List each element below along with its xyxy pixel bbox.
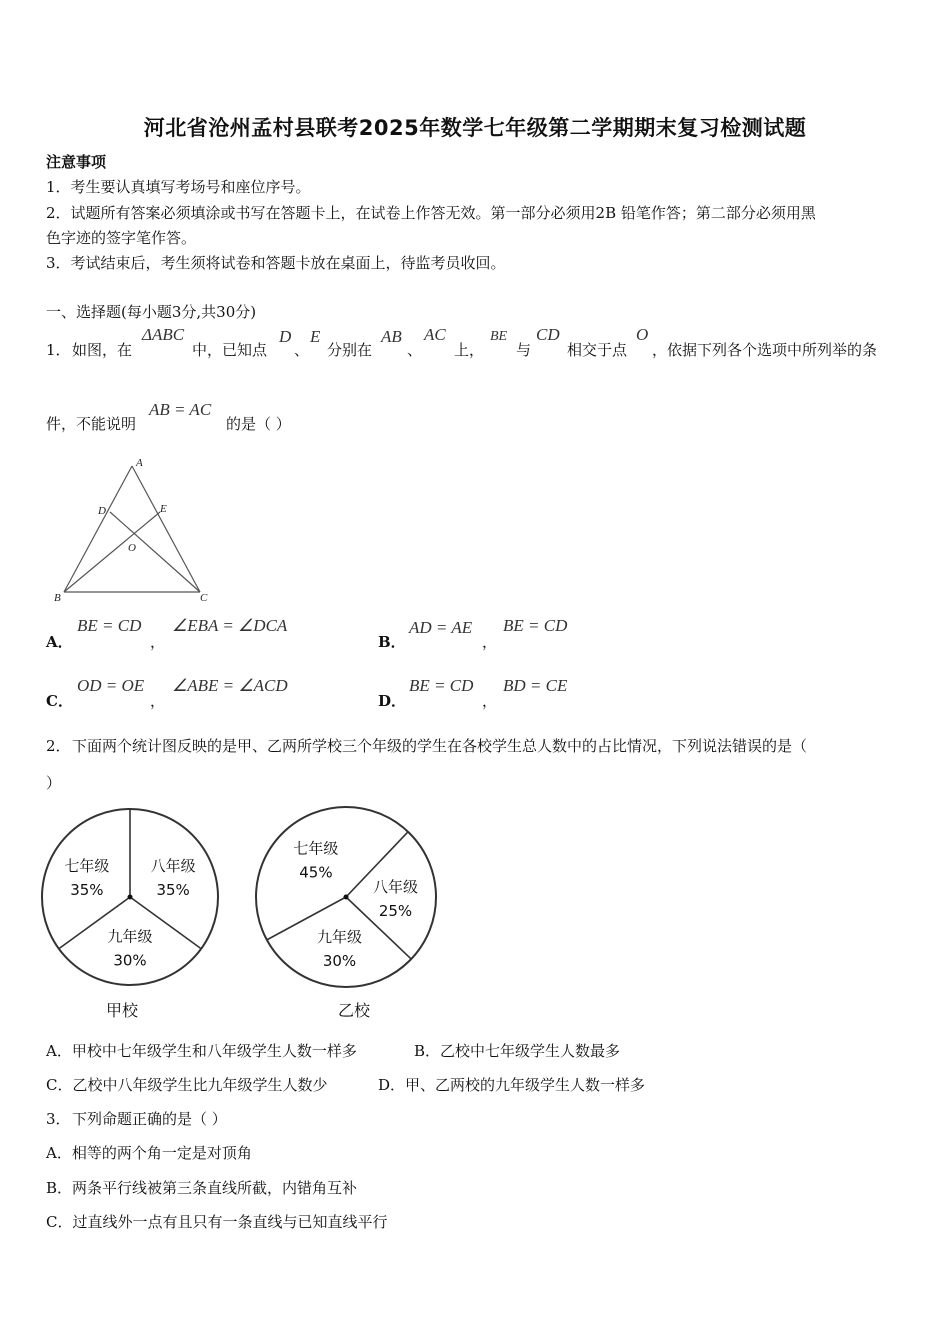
slice-label-grade8: 八年级 (372, 877, 418, 896)
question-text: 中，已知点 (192, 341, 268, 359)
pie-center (128, 895, 133, 900)
option-a: A．相等的两个角一定是对顶角 (46, 1144, 252, 1162)
option-c: C．乙校中八年级学生比九年级学生人数少 (46, 1076, 328, 1094)
triangle-figure (50, 452, 220, 607)
notice-heading: 注意事项 (46, 153, 107, 171)
math-expr: D (279, 327, 292, 346)
page-title: 河北省沧州孟村县联考2025年数学七年级第二学期期末复习检测试题 (143, 116, 807, 140)
option-separator: ， (482, 633, 498, 651)
vertex-label-b: B (54, 592, 61, 604)
question-text: 与 (516, 341, 532, 359)
math-expr: BE (490, 329, 508, 344)
vertex-label-a: A (136, 457, 143, 469)
math-expr: ΔABC (142, 325, 185, 344)
math-expr: BE = CD (409, 676, 474, 695)
math-expr: AD = AE (409, 618, 473, 637)
option-a-label: A． (46, 633, 73, 651)
pie-charts (40, 800, 460, 1030)
notice-item: 3．考试结束后，考生须将试卷和答题卡放在桌面上，待监考员收回。 (46, 254, 506, 272)
slice-label-grade8: 八年级 (150, 857, 196, 876)
math-expr: AC (424, 325, 446, 344)
math-expr: AB = AC (149, 400, 212, 419)
question-number: 2． (46, 737, 71, 755)
slice-label-grade8-value: 35% (156, 881, 190, 900)
vertex-label-c: C (200, 592, 208, 604)
notice-item: 2．试题所有答案必须填涂或书写在答题卡上，在试卷上作答无效。第一部分必须用2B 铅笔作答；第二部分必须用黑 (46, 204, 816, 222)
vertex-label-o: O (128, 542, 136, 554)
option-separator: ， (150, 692, 166, 710)
math-expr: ∠EBA = ∠DCA (172, 616, 288, 635)
question-number: 3． (46, 1110, 71, 1128)
option-separator: ， (482, 692, 498, 710)
option-a: A．甲校中七年级学生和八年级学生人数一样多 (46, 1042, 357, 1060)
question-text: 、 (407, 341, 423, 359)
slice-label-grade7: 七年级 (293, 839, 339, 858)
question-text: 下列命题正确的是（ ） (72, 1110, 227, 1128)
pie-chart-yi (256, 807, 436, 987)
pie-title-yi: 乙校 (337, 1001, 371, 1020)
notice-item: 色字迹的签字笔作答。 (46, 229, 197, 247)
section-heading: 一、选择题(每小题3分,共30分) (46, 303, 257, 321)
question-text: 件，不能说明 (46, 415, 137, 433)
question-text: 的是（ ） (226, 415, 291, 433)
pie-center (344, 895, 349, 900)
vertex-label-e: E (160, 503, 167, 515)
slice-label-grade8-value: 25% (378, 901, 413, 920)
side-ac (132, 466, 200, 592)
question-text: ） (46, 774, 62, 792)
question-text: 、 (294, 341, 310, 359)
segment-cd (110, 512, 200, 592)
option-d: D．甲、乙两校的九年级学生人数一样多 (378, 1076, 646, 1094)
math-expr: E (310, 327, 321, 346)
question-text: 分别在 (327, 341, 373, 359)
slice-label-grade9-value: 30% (113, 951, 147, 970)
math-expr: AB (381, 327, 402, 346)
slice-label-grade9: 九年级 (107, 927, 153, 946)
option-d-label: D． (378, 692, 407, 710)
math-expr: ∠ABE = ∠ACD (172, 676, 288, 695)
option-c-label: C． (46, 692, 73, 710)
option-separator: ， (150, 633, 166, 651)
slice-label-grade7: 七年级 (64, 857, 110, 876)
option-b: B．乙校中七年级学生人数最多 (414, 1042, 621, 1060)
option-c: C．过直线外一点有且只有一条直线与已知直线平行 (46, 1213, 388, 1231)
question-number: 1． (46, 341, 71, 359)
notice-item: 1．考生要认真填写考场号和座位序号。 (46, 178, 311, 196)
question-text: 下面两个统计图反映的是甲、乙两所学校三个年级的学生在各校学生总人数中的占比情况，下列说法错误的是（ (72, 737, 808, 755)
math-expr: BE = CD (77, 616, 142, 635)
side-ab (64, 466, 132, 592)
pie-chart-jia (42, 809, 218, 985)
vertex-label-d: D (98, 505, 106, 517)
question-text: 上， (454, 341, 485, 359)
option-b: B．两条平行线被第三条直线所截，内错角互补 (46, 1179, 358, 1197)
slice-label-grade9: 九年级 (316, 928, 362, 947)
math-expr: CD (536, 325, 560, 344)
slice-label-grade7-value: 45% (299, 863, 333, 882)
math-expr: BD = CE (503, 676, 568, 695)
pie-title-jia: 甲校 (105, 1001, 139, 1020)
option-b-label: B． (378, 633, 406, 651)
slice-label-grade7-value: 35% (70, 881, 104, 900)
math-expr: O (636, 325, 649, 344)
math-expr: OD = OE (77, 676, 145, 695)
math-expr: BE = CD (503, 616, 568, 635)
segment-be (64, 512, 160, 592)
question-text: 如图，在 (72, 341, 133, 359)
question-text: 相交于点 (567, 341, 628, 359)
question-text: ，依据下列各个选项中所列举的条 (652, 341, 878, 359)
slice-label-grade9-value: 30% (322, 952, 357, 971)
